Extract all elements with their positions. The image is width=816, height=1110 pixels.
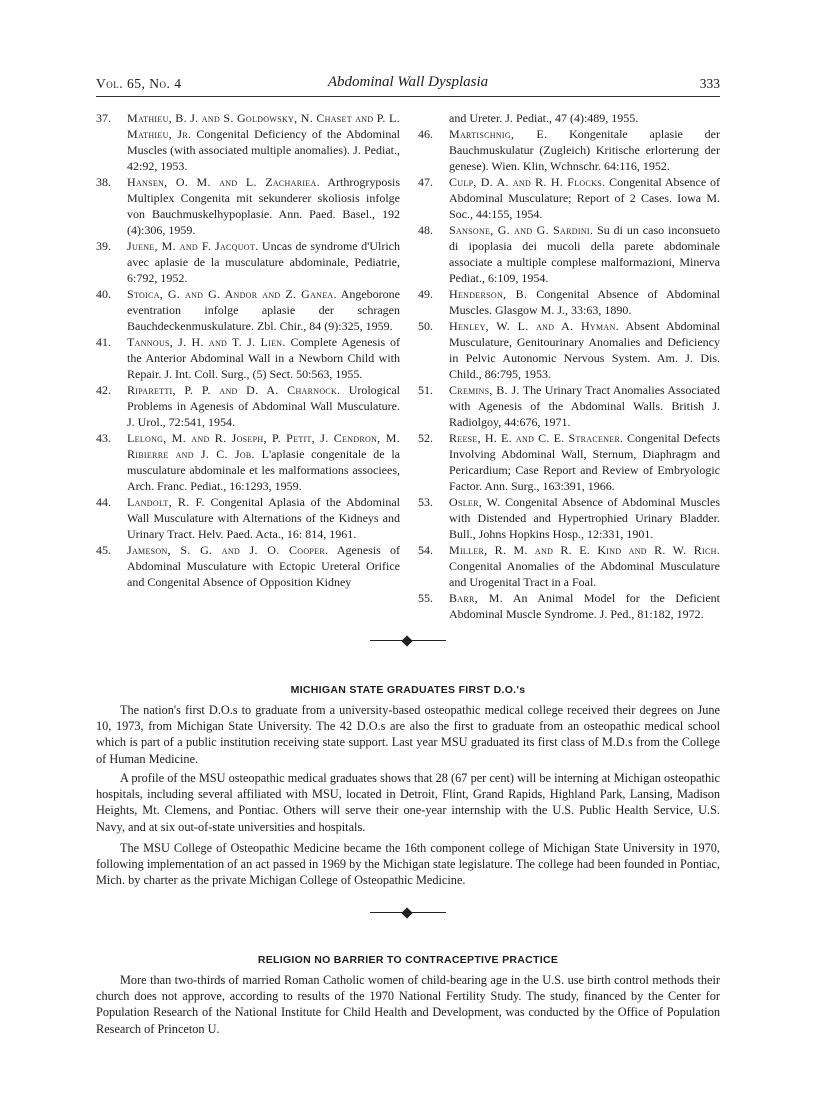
divider-diamond: [401, 907, 412, 918]
reference-number: 50.: [418, 319, 433, 333]
journal-running-title: Abdominal Wall Dysplasia: [327, 74, 489, 90]
reference-text: Congenital Anomalies of the Abdominal Musculature and Urogenital Tract in a Foal.: [449, 559, 720, 589]
reference-number: 40.: [96, 287, 111, 301]
reference-54: [418, 542, 720, 590]
reference-text: An Animal Model for the Deficient Abdominal Muscle Syndrome. J. Ped., 81:182, 1972.: [449, 591, 720, 621]
reference-text: Congenital Absence of Abdominal Muscles. Glasgow M. J., 33:63, 1890.: [449, 287, 721, 317]
reference-authors: Juene, M. and F. Jacquot.: [127, 239, 259, 253]
reference-40: [96, 286, 400, 334]
reference-authors: Henderson, B.: [449, 287, 528, 301]
reference-text: Absent Abdominal Musculature, Genitourinary Anomalies and Deficiency in Pelvic Autonomic Nervous System. Am. J. Dis. Child., 86:795, 1953.: [449, 319, 720, 381]
reference-41: [96, 334, 400, 382]
references-left-column: [96, 110, 400, 590]
reference-45-continued: [418, 110, 720, 126]
reference-number: 51.: [418, 383, 433, 397]
reference-authors: Martischnig, E.: [449, 127, 548, 141]
reference-50: [418, 318, 720, 382]
reference-52: [418, 430, 720, 494]
reference-46: [418, 126, 720, 174]
reference-text: Agenesis of Abdominal Musculature with Ectopic Ureteral Orifice and Congenital Absence of Opposition Kidney: [127, 543, 400, 589]
reference-45: [96, 542, 400, 590]
reference-authors: Miller, R. M. and R. E. Kind and R. W. Rich.: [449, 543, 720, 557]
reference-number: 38.: [96, 175, 111, 189]
reference-44: [96, 494, 400, 542]
reference-number: 47.: [418, 175, 433, 189]
reference-number: 48.: [418, 223, 433, 237]
section-divider-ornament: [370, 637, 446, 645]
reference-authors: Landolt, R. F.: [127, 495, 205, 509]
volume-label: Vol. 65, No. 4: [96, 76, 182, 91]
reference-authors: Lelong, M. and R. Joseph, P. Petit, J. Cendron, M. Ribierre and J. C. Job.: [127, 431, 400, 461]
page-number: 333: [699, 76, 720, 91]
reference-authors: Henley, W. L. and A. Hyman.: [449, 319, 619, 333]
reference-text: Congenital Aplasia of the Abdominal Wall Musculature with Alternations of the Kidneys and Urinary Tract. Helv. Paed. Acta., 16: 814, 1961.: [127, 495, 401, 541]
reference-number: 54.: [418, 543, 433, 557]
reference-text: Angeborone eventration infolge aplasie der schragen Bauchdeckenmuskulature. Zbl. Chir., 84 (9):325, 1959.: [127, 287, 400, 333]
reference-39: [96, 238, 400, 286]
section-divider-ornament: [370, 909, 446, 917]
references-right-column: [418, 110, 720, 622]
reference-47: [418, 174, 720, 222]
reference-text: Congenital Deficiency of the Abdominal Muscles (with associated multiple anomalies). J. Pediat., 42:92, 1953.: [127, 127, 400, 173]
reference-text: Urological Problems in Agenesis of Abdominal Wall Musculature. J. Urol., 72:541, 1954.: [127, 383, 401, 429]
reference-53: [418, 494, 720, 542]
reference-text: Congenital Absence of Abdominal Muscles with Distended and Hypertrophied Urinary Bladder. Bull., Johns Hopkins Hosp., 12:331, 1901.: [449, 495, 721, 541]
reference-authors: Riparetti, P. P. and D. A. Charnock.: [127, 383, 341, 397]
reference-authors: Osler, W.: [449, 495, 501, 509]
reference-number: 37.: [96, 111, 111, 125]
reference-text: Congenital Absence of Abdominal Musculature; Report of 2 Cases. Iowa M. Soc., 44:155, 1954.: [449, 175, 721, 221]
reference-number: 44.: [96, 495, 111, 509]
article-heading-religion: RELIGION NO BARRIER TO CONTRACEPTIVE PRACTICE: [257, 954, 559, 966]
reference-number: 43.: [96, 431, 111, 445]
article-heading-michigan-state: MICHIGAN STATE GRADUATES FIRST D.O.'s: [290, 684, 526, 696]
reference-authors: Barr, M.: [449, 591, 504, 605]
reference-authors: Culp, D. A. and R. H. Flocks.: [449, 175, 606, 189]
reference-number: 41.: [96, 335, 111, 349]
divider-diamond: [401, 635, 412, 646]
reference-text: Complete Agenesis of the Anterior Abdominal Wall in a Newborn Child with Repair. J. Int. Coll. Surg., (5) Sect. 50:563, 1955.: [127, 335, 401, 381]
reference-text: Congenital Defects Involving Abdominal Wall, Sternum, Diaphragm and Pericardium; Case Report and Review of Embryologic Factor. Ann. Surg., 163:391, 1966.: [449, 431, 720, 493]
reference-38: [96, 174, 400, 238]
reference-authors: Stoica, G. and G. Andor and Z. Ganea.: [127, 287, 337, 301]
reference-55: [418, 590, 720, 622]
reference-37: [96, 110, 400, 174]
reference-42: [96, 382, 400, 430]
running-header: [96, 74, 720, 96]
reference-number: 55.: [418, 591, 433, 605]
reference-authors: Cremins, B. J.: [449, 383, 520, 397]
reference-43: [96, 430, 400, 494]
reference-49: [418, 286, 720, 318]
reference-text: Kongenitale aplasie der Bauchmuskulatur (Zugleich) Kritische erlorterung der genese). Wien. Klin, Wchnschr. 64:116, 1952.: [449, 127, 720, 173]
reference-text: Su di un caso inconsueto di ipoplasia dei mucoli della parete abdominale associate a multiple complese malformazioni, Minerva Pediat., 6:109, 1954.: [449, 223, 721, 285]
reference-number: 53.: [418, 495, 433, 509]
reference-text: L'aplasie congenitale de la musculature abdominale et les malformations associees, Arch. Franc. Pediat., 16:1293, 1959.: [127, 447, 400, 493]
reference-number: 45.: [96, 543, 111, 557]
article-paragraph: The nation's first D.O.s to graduate from a university-based osteopathic medical college received their degrees on June 10, 1973, from Michigan State University. The 42 D.O.s are also the first to graduate from an osteopathic medical school which is part of a public institution receiving state support. Last year MSU graduated its first class of M.D.s from the College of Human Medicine.: [96, 703, 720, 766]
article-paragraph: More than two-thirds of married Roman Catholic women of child-bearing age in the U.S. use birth control methods their church does not approve, according to results of the 1970 National Fertility Study. The study, financed by the Center for Population Research of the National Institute for Child Health and Development, was conducted by the Office of Population Research of Princeton U.: [96, 973, 720, 1036]
reference-number: 46.: [418, 127, 433, 141]
reference-text: The Urinary Tract Anomalies Associated with Agenesis of the Abdominal Walls. British J. Radiolgoy, 44:676, 1971.: [449, 383, 720, 429]
article-paragraph: The MSU College of Osteopathic Medicine became the 16th component college of Michigan State University in 1970, following implementation of an act passed in 1969 by the Michigan state legislature. The college had been founded in Pontiac, Mich. by charter as the private Michigan College of Osteopathic Medicine.: [96, 841, 720, 888]
reference-text: Arthrogryposis Multiplex Congenita mit sekunderer skoliosis infolge von Bauchmuskelhypoplasie. Ann. Paed. Basel., 192 (4):306, 1959.: [127, 175, 400, 237]
reference-number: 42.: [96, 383, 111, 397]
reference-authors: Jameson, S. G. and J. O. Cooper.: [127, 543, 329, 557]
reference-number: 52.: [418, 431, 433, 445]
reference-48: [418, 222, 720, 286]
reference-number: 49.: [418, 287, 433, 301]
reference-authors: Mathieu, B. J. and S. Goldowsky, N. Chaset and P. L. Mathieu, Jr.: [127, 111, 400, 141]
header-rule: [96, 96, 720, 97]
article-paragraph: A profile of the MSU osteopathic medical graduates shows that 28 (67 per cent) will be interning at Michigan osteopathic hospitals, including several affiliated with MSU, located in Detroit, Flint, Grand Rapids, Highland Park, Lansing, Madison Heights, Mt. Clemens, and Pontiac. Others will serve their one-year internship with the U.S. Public Health Service, U.S. Navy, and at six out-of-state universities and hospitals.: [96, 771, 720, 834]
reference-number: 39.: [96, 239, 111, 253]
reference-authors: Reese, H. E. and C. E. Stracener.: [449, 431, 624, 445]
reference-authors: Hansen, O. M. and L. Zachariea.: [127, 175, 320, 189]
reference-text: Uncas de syndrome d'Ulrich avec aplasie de la musculature abdominale, Pediatrie, 6:792, 1952.: [127, 239, 400, 285]
reference-text: and Ureter. J. Pediat., 47 (4):489, 1955.: [449, 111, 639, 125]
reference-authors: Sansone, G. and G. Sardini.: [449, 223, 594, 237]
reference-authors: Tannous, J. H. and T. J. Lien.: [127, 335, 286, 349]
reference-51: [418, 382, 720, 430]
